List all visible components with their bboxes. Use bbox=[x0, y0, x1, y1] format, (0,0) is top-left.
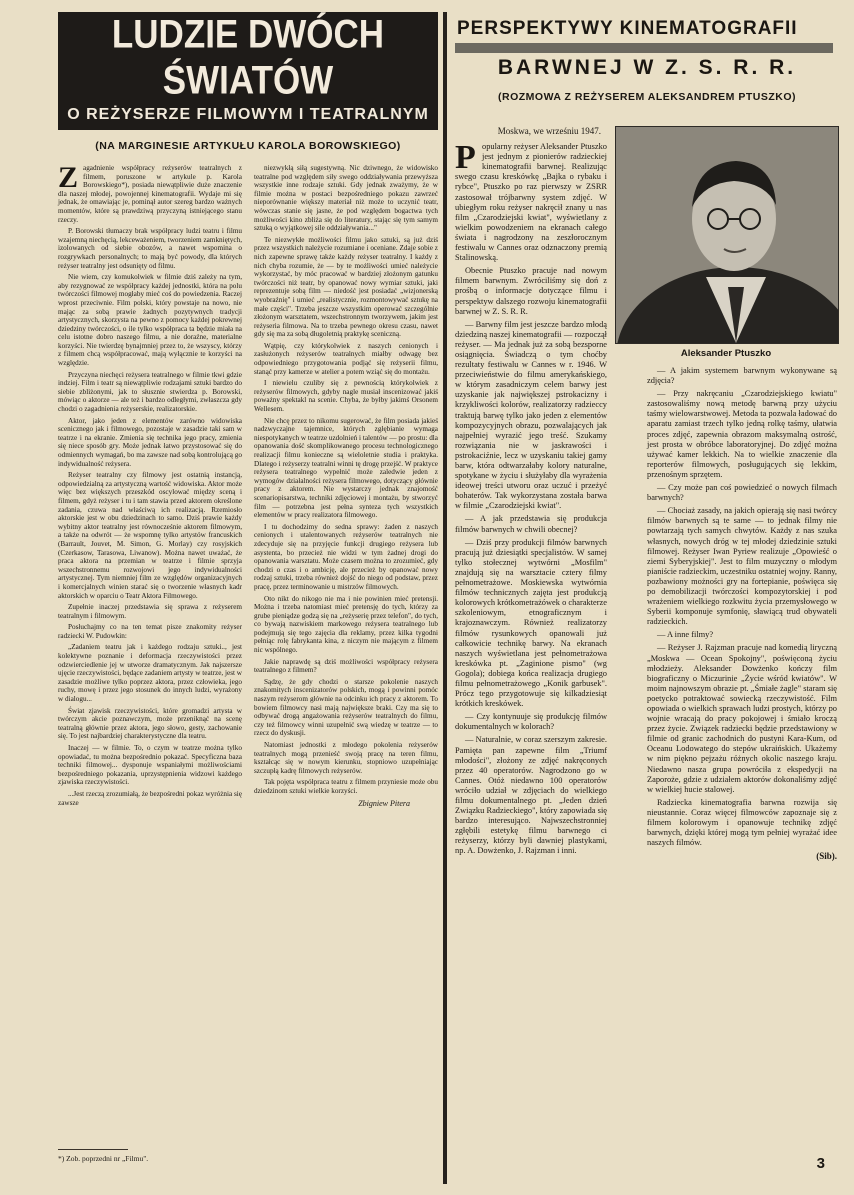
left-article-subtitle: O REŻYSERZE FILMOWYM I TEATRALNYM bbox=[67, 106, 429, 123]
left-column-1 bbox=[58, 161, 242, 810]
left-title-band bbox=[58, 12, 438, 130]
paragraph: — Dziś przy produkcji filmów barwnych pracują już dziesiątki specjalistów. W samej tylko stołecznej wytwórni „Mosfilm" znajdują się na warsztacie cztery filmy pełnometrażowe. Moskiewska wytwórnia filmów technicznych zajęta jest produkcją kolorowych krótkometrażówek o charakterze szkoleniowym, etnograficznym i krajoznawczym. Również realizatorzy filmów rysunkowych opanowali już całkowicie technikę barwy. Na ekranach naszych wyświetlana jest pełnometrażowa kreskówka pt. „Zaginione pismo" (wg Gogola); dobiega końca realizacja drugiego filmu pełnometrażowego „Konik garbusek". Prócz tego przygotowuje się kilkadziesiąt krótkich kreskówek. bbox=[455, 537, 607, 709]
paragraph: P. Borowski tłumaczy brak współpracy ludzi teatru i filmu wzajemną niechęcią, lekceważeniem, tworzeniem zamkniętych, izolowanych od siebie obozów, a nawet wspomina o rozgrywkach personalnych; to mają być powody, dla których reżyser teatralny jest odsunięty od filmu. bbox=[58, 227, 242, 270]
paragraph: Zupełnie inaczej przedstawia się sprawa z reżyserem teatralnym i filmowym. bbox=[58, 603, 242, 620]
right-article-title-line2: BARWNEJ W Z. S. R. R. bbox=[497, 56, 797, 79]
paragraph: Natomiast jednostki z młodego pokolenia reżyserów teatralnych mogą przenieść swoją pracę na teren filmu, kształcąc się w nowym kierunku, stopniowo uzupełniając szczupłą kadrę filmowych reżyserów. bbox=[254, 741, 438, 775]
paragraph: Wątpię, czy którykolwiek z naszych cenionych i zasłużonych reżyserów teatralnych miałby odwagę bez odpowiedniego przygotowania podjąć się reżyserii filmu, stanąć przy kamerze w atelier a potem wziąć się do montażu. bbox=[254, 341, 438, 376]
dateline: Moskwa, we wrześniu 1947. bbox=[497, 126, 601, 136]
paragraph: — Reżyser J. Rajzman pracuje nad komedią liryczną „Moskwa — Ocean Spokojny", poświęconą życiu młodzieży. Aleksander Dowżenko kończy film biograficzny o Miczurinie „Życie wśród kwiatów". W moim najnowszym obrazie pt. „Śmiałe żagle" staram się poetycko potraktować sowiecką rzeczywistość. Film opowiada o wielkich sprawach ludzi prostych, którzy po wojnie wracają do pracy pokojowej i śmiało kroczą przez życie. Związek radziecki będzie przedstawiony w filmie od granic zachodnich do pustyni Kara-Kum, od Oceanu Lodowatego do stepów ukraińskich. Ukażemy w nim piękno pejzażu różnych okolic naszego kraju. Niedawno nasza grupa powróciła z ekspedycji na Zaporoże, gdzie z udziałem aktorów dokonaliśmy zdjęć w wielkiej hucie stalowej. bbox=[647, 643, 837, 794]
paragraph: — Czy kontynuuje się produkcję filmów dokumentalnych w kolorach? bbox=[455, 712, 607, 732]
paragraph: Inaczej — w filmie. To, o czym w teatrze można tylko opowiadać, tu można bezpośrednio pokazać. Specyficzna baza techniki filmowej... dysponuje wspaniałymi możliwościami bezpośredniego pokazania, uprzystępnienia widzowi każdego zjawiska rzeczywistości. bbox=[58, 744, 242, 787]
right-title-band bbox=[455, 43, 833, 53]
paragraph: Świat zjawisk rzeczywistości, które gromadzi artysta w twórczym akcie poznawczym, może przeniknąć na scenę teatralną głównie przez aktora, jego słowo, gesty, zachowanie się. To jest najbardziej charakterystyczne dla teatru. bbox=[58, 706, 242, 741]
paragraph: agadnienie współpracy reżyserów teatralnych z filmem, poruszone w artykule p. Karola Borowskiego*), posiada niewątpliwie duże znaczenie dla naszej młodej, powojennej kinematografii. Wydaje mi się jednak, że omawiając je, pominął autor szereg bardzo ważnych momentów, które są prawdziwą przyczyną istniejącego stanu rzeczy. bbox=[58, 164, 242, 224]
right-signature: (Sib). bbox=[816, 851, 837, 862]
left-article bbox=[58, 12, 438, 1184]
left-article-kicker: (NA MARGINESIE ARTYKUŁU KAROLA BOROWSKIEGO) bbox=[95, 140, 401, 152]
paragraph: Tak pojęta współpraca teatru z filmem przyniesie może obu dziedzinom sztuki wielkie korzyści. bbox=[254, 778, 438, 795]
column-divider bbox=[443, 12, 447, 1184]
paragraph: Reżyser teatralny czy filmowy jest ostatnią instancją, odpowiedzialną za artystyczną wartość widowiska. Aktor może więc bez większych przeszkód oscylować między sceną i filmem, gdyż reżyser i tu i tam stawia przed aktorem określone zadania, czuwa nad właściwą ich realizacją. Rzemiosło aktorskie jest w obu dziedzinach to samo. Dziś prawie każdy wybitny aktor teatralny jest równocześnie aktorem filmowym, a także na odwrót — że wspomnę tylko artystów francuskich (Barrault, Jouvet, M. Simon, G. Morlay) czy rosyjskich (Czerkasow, Tarasowa, Liwanow). Można nawet uważać, że praca aktora na przemian w teatrze i filmie sprzyja wszechstronnemu rozwojowi jego indywidualności artystycznej. Tym niemniej film ze względów organizacyjnych i komercjalnych winien starać się o tworzenie własnych kadr aktorskich w oparciu o Teatr Aktora Filmowego. bbox=[58, 471, 242, 600]
paragraph: Nie chcę przez to nikomu sugerować, że film posiada jakieś nadzwyczajne tajemnice, których zgłębianie wymaga niespotykanych w teatrze uzdolnień i talentów — po prostu: dla opanowania dość skomplikowanego procesu technologicznego realizacji filmu konieczne są wieloletnie studia i praktyka. Dlatego i reżyserzy teatralni winni tę drogę przejść. W praktyce reżysera teatralnego wypełnić może zaledwie jeden z wymogów działalności reżysera filmowego, dotyczący głównie pracy z aktorem. Nie wystarczy jednak znajomość scenariopisarstwa, techniki zdjęciowej i montażu, by stworzyć film — potrzebna jest pełna synteza tych wszystkich elementów w pracy realizatora filmowego. bbox=[254, 416, 438, 520]
paragraph: I tu dochodzimy do sedna sprawy: żaden z naszych cenionych i utalentowanych reżyserów teatralnych nie zdecyduje się na przyjęcie funkcji drugiego reżysera lub asystenta, bo przecież nie widzi w tym żadnej drogi do opanowania warsztatu. Może czasem można to zrozumieć, gdy chodzi o czas i o ambicję, ale przecież by opanować nowy rodzaj sztuki, trzeba również dojść do niego od podstaw, przez pracę, przez terminowanie u mistrzów filmowych. bbox=[254, 522, 438, 591]
paragraph: — Naturalnie, w coraz szerszym zakresie. Pamięta pan zapewne film „Triumf młodości", złożony ze zdjęć nakręconych przez 40 operatorów. Nagrodzono go w Cannes. Otóż niedawno 100 operatorów wróciło udział w zdjęciach do wielkiego filmu dokumentalnego pt. „Jeden dzień Związku Radzieckiego", który zapowiada się bardzo interesująco. Najwszechstronniej zgłębili estetykę filmu barwnego ci reżyserzy, którzy byli dawniej plastykami, np. A. Dowżenko, J. Rajzman i inni. bbox=[455, 735, 607, 856]
paragraph: — Przy nakręcaniu „Czarodziejskiego kwiatu" zastosowaliśmy nową metodę barwną przy użyciu taśmy wielowarstwowej. Metoda ta pozwala ładować do aparatu zamiast trzech tylko jedną rolkę taśmy, ułatwia proces zdjęć, zapewnia obrazom maksymalną ostrość, jest prosta w obróbce laboratoryjnej. Do zdjęć można używać kamer lekkich. Na to wielkie znaczenie dla reporterów filmowych, posługujących się lekkim, przenośnym sprzętem. bbox=[647, 389, 837, 479]
right-column-2 bbox=[647, 366, 837, 861]
paragraph: Nie wiem, czy komukolwiek w filmie dziś zależy na tym, aby rezygnować ze współpracy każdej jednostki, która na polu twórczości filmowej mogłaby mieć coś do powiedzenia. Raczej wprost przeciwnie. Film polski, który powstaje na nowo, nie mając za sobą prawie żadnych pozytywnych tradycji artystycznych, skorzysta na pewno z pomocy każdej pokrewnej dziedziny twórczości, o ile tylko współpraca ta będzie miała na celu istotne dobro naszego filmu, a nie doraźne, materialne korzyści. Nie twierdzę bynajmniej przez to, że wszyscy, którzy z filmem chcą współpracować, mają wyłącznie te korzyści na względzie. bbox=[58, 273, 242, 368]
left-column-2 bbox=[254, 164, 438, 808]
paragraph: Obecnie Ptuszko pracuje nad nowym filmem barwnym. Zwróciliśmy się doń z prośbą o informacje dotyczące filmu i perspektyw dalszego rozwoju kinematografii barwnej w Z. S. R. R. bbox=[455, 266, 607, 316]
paragraph: I niewielu czuliby się z pewnością którykolwiek z reżyserów filmowych, gdyby nagle musiał inscenizować jakiś poważny spektakl na scenie. Chyba, że byłby jakimś Orsonem Wellesem. bbox=[254, 379, 438, 414]
page-number: 3 bbox=[816, 1155, 825, 1172]
footnote-rule bbox=[58, 1149, 128, 1150]
paragraph: Przyczyna niechęci reżysera teatralnego w filmie tkwi gdzie indziej. Film i teatr są niewątpliwie rodzajami sztuki bardzo do siebie zbliżonymi, jak to słusznie stwierdza p. Borowski, mówiąc o aktorze — ale też i bardzo odległymi, zwłaszcza gdy chodzi o zagadnienia reżyserskie, realizatorskie. bbox=[58, 370, 242, 414]
left-article-title: LUDZIE DWÓCH ŚWIATÓW bbox=[111, 12, 385, 103]
paragraph: Te niezwykłe możliwości filmu jako sztuki, są już dziś przez wszystkich należycie rozumiane i oceniane. Zdaje sobie z nich zapewne sprawę także każdy reżyser teatralny. I każdy z nich chyba rozumie, że — by te możliwości umieć należycie wykorzystać, by móc pracować w bardziej złożonym gatunku twórczości niż teatr, by opanować nowy wymiar sztuki, jaki reprezentuje sobą film — niedość jest posiadać „wizjonerską wyobraźnię" i umieć „realistycznie, rozmontowywać sztukę na małe części". Trzeba jeszcze wszystkim operować szczególnie złożonym warsztatem, wszechstronnym tworzywem, jakim jest reżyseria filmowa. Na to trzeba pewnego okresu czasu, nawet gdy się ma za sobą długoletnią praktykę sceniczną. bbox=[254, 235, 438, 339]
paragraph: — Barwny film jest jeszcze bardzo młodą dziedziną naszej kinematografii — rozpoczął reżyser. — Ma jednak już za sobą bezsporne osiągnięcia. Świadczą o tym choćby rezultaty festiwalu w Cannes w r. 1946. W przeciwieństwie do filmu amerykańskiego, w którym zasadniczym celem barwy jest uzyskanie jak największej pstrokacizny i krzykliwości kolorów, realizatorzy radzieccy traktują barwę tylko jako jeden z elementów kompozycyjnych obrazu, pozwalających jak najpełniej wyrazić jego treść. Szukamy rozwiązania nie w jaskrawości i pstrokaciźnie, lecz w uzyskaniu takiej gamy barw, która odtwarzałaby kolory naturalne, spotykane w życiu i służyłaby dla wyrażenia ideowej treści utworu oraz uczuć i przeżyć bohaterów. Tak wykorzystana została barwa w filmie „Czarodziejski kwiat". bbox=[455, 319, 607, 511]
paragraph: ...Jest rzeczą zrozumiałą, że bezpośredni pokaz wyróżnia się zawsze bbox=[58, 789, 242, 807]
paragraph: „Zadaniem teatru jak i każdego rodzaju sztuki.., jest kolektywne poznanie i deformacja rzeczywistości przez odzwierciedlenie jej w utworze dramatycznym. Jak najszersze ujęcie rzeczywistości, będące zadaniem artysty w teatrze, jest w zasadzie możliwe tylko poprzez aktora, przez człowieka, jego ruchy, mowę i przez jego stosunek do innych ludzi, wyrażony w dialogu... bbox=[58, 643, 242, 704]
paragraph: — Czy może pan coś powiedzieć o nowych filmach barwnych? bbox=[647, 483, 837, 503]
paragraph: — A inne filmy? bbox=[657, 630, 714, 640]
right-column-1 bbox=[455, 126, 607, 860]
photo-caption: Aleksander Ptuszko bbox=[680, 348, 772, 359]
paragraph: opularny reżyser Aleksander Ptuszko jest jednym z pionierów radzieckiej kinematografii barwnej. Realizując swego czasu kreskówkę „Bajka o rybaku i rybce", Ptuszko po raz pierwszy w ZSRR zastosował trójbarwny system zdjęć. W ubiegłym roku reżyser nakręcił znany u nas film „Czarodziejski kwiat", wyświetlany z wielkim powodzeniem na ekranach całego świata i nagrodzony na zeszłorocznym festiwalu w Cannes oraz odznaczony premią Stalinowską. bbox=[455, 142, 607, 263]
paragraph: Jakie naprawdę są dziś możliwości współpracy reżysera teatralnego z filmem? bbox=[254, 657, 438, 675]
paragraph: — A jak przedstawia się produkcja filmów barwnych w chwili obecnej? bbox=[455, 514, 607, 534]
paragraph: Oto nikt do nikogo nie ma i nie powinien mieć pretensji. Można i trzeba natomiast mieć pretensję do tych, którzy za grube pieniądze godzą się na „reżyserię przez telefon", do tych, co bywają nazwiskiem markowego reżysera teatralnego lub podejmują się tego zajęcia dla reklamy, przez kilka tygodni pełniąc rolę fabrykanta kina, z niczym nie mającym z filmem nic wspólnego. bbox=[254, 594, 438, 655]
paragraph: Posłuchajmy co na ten temat pisze znakomity reżyser radziecki W. Pudowkin: bbox=[58, 623, 242, 640]
left-drop-cap: Z bbox=[58, 161, 79, 194]
paragraph: Sądzę, że gdy chodzi o starsze pokolenie naszych znakomitych inscenizatorów polskich, mogą i powinni pomóc naszym reżyserom głównie na odcinku ich pracy z aktorem. To bowiem filmowcy nasi mają największe braki. Czy ma się to odbywać drogą angażowania reżyserów teatralnych do filmu, czy też filmowcy winni uzupełnić swą wiedzę w teatrze — to rzecz do dyskusji. bbox=[254, 677, 438, 738]
paragraph: — A jakim systemem barwnym wykonywane są zdjęcia? bbox=[647, 366, 837, 386]
right-article bbox=[455, 14, 839, 1184]
right-drop-cap: P bbox=[455, 139, 476, 177]
portrait-illustration bbox=[616, 127, 838, 343]
paragraph: — Chociaż zasady, na jakich opierają się nasi twórcy filmów barwnych są te same — to jednak filmy nie powtarzają tych samych chwytów. Każdy z nas szuka własnych, nowych dróg w tej młodej dziedzinie sztuki filmowej. Reżyser Iwan Pyriew realizuje „Opowieść o ziemi Syberyjskiej". Jest to film muzyczny o młodym pianiście radzieckim, uczestniku ostatniej wojny. Ranny, pozbawiony możności gry na fortepianie, poświęca się po demobilizacji twórczości kompozytorskiej i pod wrażeniem wielkiego rozkwitu życia przemysłowego w Syberii komponuje symfonię, sławiącą trud obywateli radzieckich. bbox=[647, 506, 837, 627]
paragraph: niezwykłą siłą sugestywną. Nic dziwnego, że widowisko teatralne pod względem siły swego oddziaływania przewyższa wszystkie inne rodzaje sztuki. Gdy jednak zważymy, że w filmie można w postaci bezpośredniego pokazu zawrzeć nieporównanie większy materiał niż może to uczynić teatr, wówczas stanie się jasne, że pod względem bogactwa tych możliwości kino zbliża się do literatury, stając się tym samym sztuką o wyjątkowej sile oddziaływania..." bbox=[254, 164, 438, 233]
footnote: *) Zob. poprzedni nr „Filmu". bbox=[58, 1154, 149, 1163]
right-article-title-line1: PERSPEKTYWY KINEMATOGRAFII bbox=[457, 18, 798, 39]
portrait-photo bbox=[615, 126, 839, 344]
left-signature: Zbigniew Pitera bbox=[358, 798, 410, 808]
right-article-subtitle: (ROZMOWA Z REŻYSEREM ALEKSANDREM PTUSZKO) bbox=[498, 91, 796, 103]
paragraph: Aktor, jako jeden z elementów zarówno widowiska scenicznego jak i filmowego, pozostaje w zasadzie taki sam w teatrze i na ekranie. Zmienia się technika jego pracy, zmienia się niece sposób gry. Może jednak łatwo przystosować się do odmiennych wymagań, bo ma zawsze nad sobą kontrolującą go indywidualność reżysera. bbox=[58, 416, 242, 468]
paragraph: Radziecka kinematografia barwna rozwija się nieustannie. Coraz więcej filmowców zapoznaje się z filmem kolorowym i opanowuje technikę zdjęć barwnych, dzięki której mogą tym pełniej wyrażać idee naszych filmów. bbox=[647, 797, 837, 848]
